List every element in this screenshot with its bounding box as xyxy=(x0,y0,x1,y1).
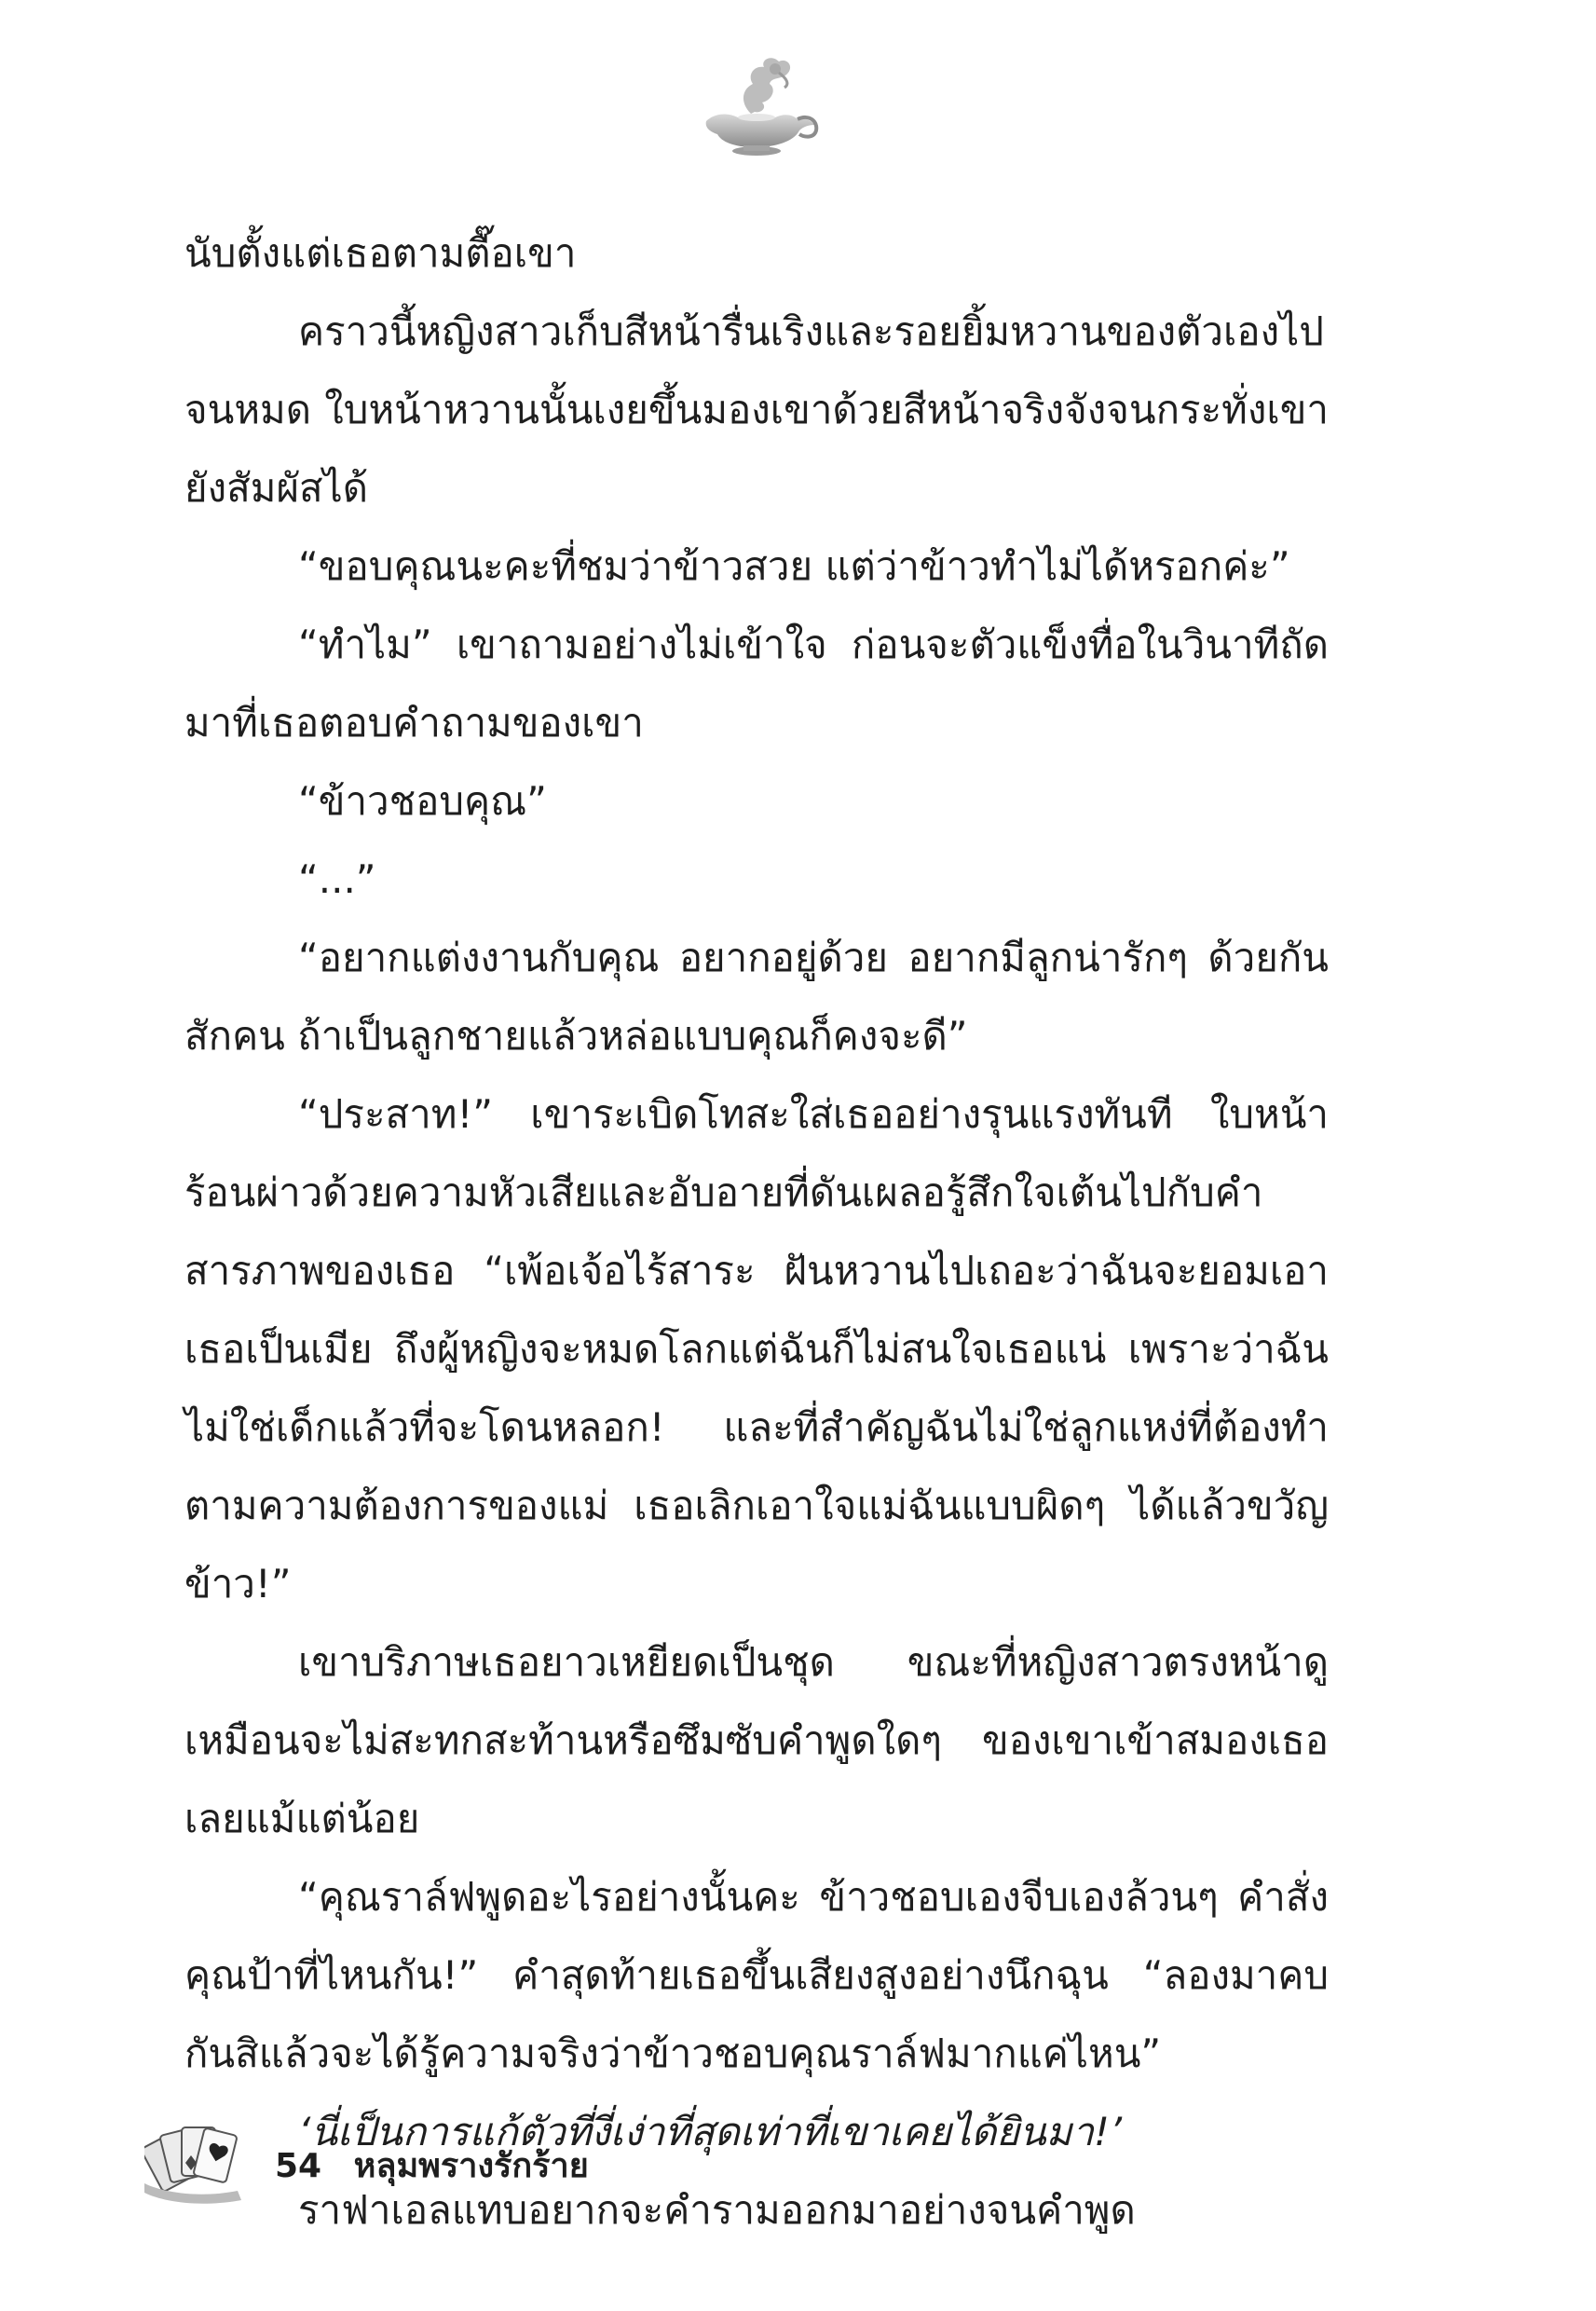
page-folio xyxy=(275,2139,589,2192)
paragraph: “...” xyxy=(298,856,376,902)
paragraph: ‘นี่เป็นการแก้ตัวที่งี่เง่าที่สุดเท่าที่เขาเคยได้ยินมา!’ xyxy=(298,2109,1123,2154)
genie-lamp-icon xyxy=(686,56,825,158)
paragraph: “คุณราล์ฟพูดอะไรอย่างนั้นคะ ข้าวชอบเองจีบเองล้วนๆ คำสั่งคุณป้าที่ไหนกัน!” คำสุดท้ายเธอขึ้นเสียงสูงอย่างนึกฉุน “ลองมาคบกันสิแล้วจะได้รู้ความจริงว่าข้าวชอบคุณราล์ฟมากแค่ไหน” xyxy=(184,1874,1329,2076)
paragraph: เขาบริภาษเธอยาวเหยียดเป็นชุด ขณะที่หญิงสาวตรงหน้าดูเหมือนจะไม่สะทกสะท้านหรือซึมซับคำพูดใดๆ ของเขาเข้าสมองเธอเลยแม้แต่น้อย xyxy=(184,1639,1329,1841)
paragraph: “ข้าวชอบคุณ” xyxy=(298,778,547,824)
page-footer xyxy=(144,2111,890,2213)
page-number: 54 xyxy=(275,2147,322,2185)
paragraph: “อยากแต่งงานกับคุณ อยากอยู่ด้วย อยากมีลูกน่ารักๆ ด้วยกันสักคน ถ้าเป็นลูกชายแล้วหล่อแบบคุณก็คงจะดี” xyxy=(184,935,1329,1059)
paragraph: คราวนี้หญิงสาวเก็บสีหน้ารื่นเริงและรอยยิ้มหวานของตัวเองไปจนหมด ใบหน้าหวานนั้นเงยขึ้นมองเขาด้วยสีหน้าจริงจังจนกระทั่งเขายังสัมผัสได้ xyxy=(184,308,1329,511)
paragraph: “ขอบคุณนะคะที่ชมว่าข้าวสวย แต่ว่าข้าวทำไม่ได้หรอกค่ะ” xyxy=(298,543,1290,589)
book-title: หลุมพรางรักร้าย xyxy=(353,2147,589,2185)
paragraph: “ทำไม” เขาถามอย่างไม่เข้าใจ ก่อนจะตัวแข็งทื่อในวินาทีถัดมาที่เธอตอบคำถามของเขา xyxy=(184,622,1329,745)
playing-cards-icon xyxy=(144,2118,247,2207)
paragraph: ราฟาเอลแทบอยากจะคำรามออกมาอย่างจนคำพูด xyxy=(298,2187,1136,2233)
body-text xyxy=(184,214,1329,2249)
paragraph: “ประสาท!” เขาระเบิดโทสะใส่เธออย่างรุนแรงทันที ใบหน้าร้อนผ่าวด้วยความหัวเสียและอับอายที่ดันเผลอรู้สึกใจเต้นไปกับคำสารภาพของเธอ “เพ้อเจ้อไร้สาระ ฝันหวานไปเถอะว่าฉันจะยอมเอาเธอเป็นเมีย ถึงผู้หญิงจะหมดโลกแต่ฉันก็ไม่สนใจเธอแน่ เพราะว่าฉันไม่ใช่เด็กแล้วที่จะโดนหลอก! และที่สำคัญฉันไม่ใช่ลูกแหง่ที่ต้องทำตามความต้องการของแม่ เธอเลิกเอาใจแม่ฉันแบบผิดๆ ได้แล้วขวัญข้าว!” xyxy=(184,1091,1329,1607)
paragraph: นับตั้งแต่เธอตามตื๊อเขา xyxy=(184,230,577,276)
